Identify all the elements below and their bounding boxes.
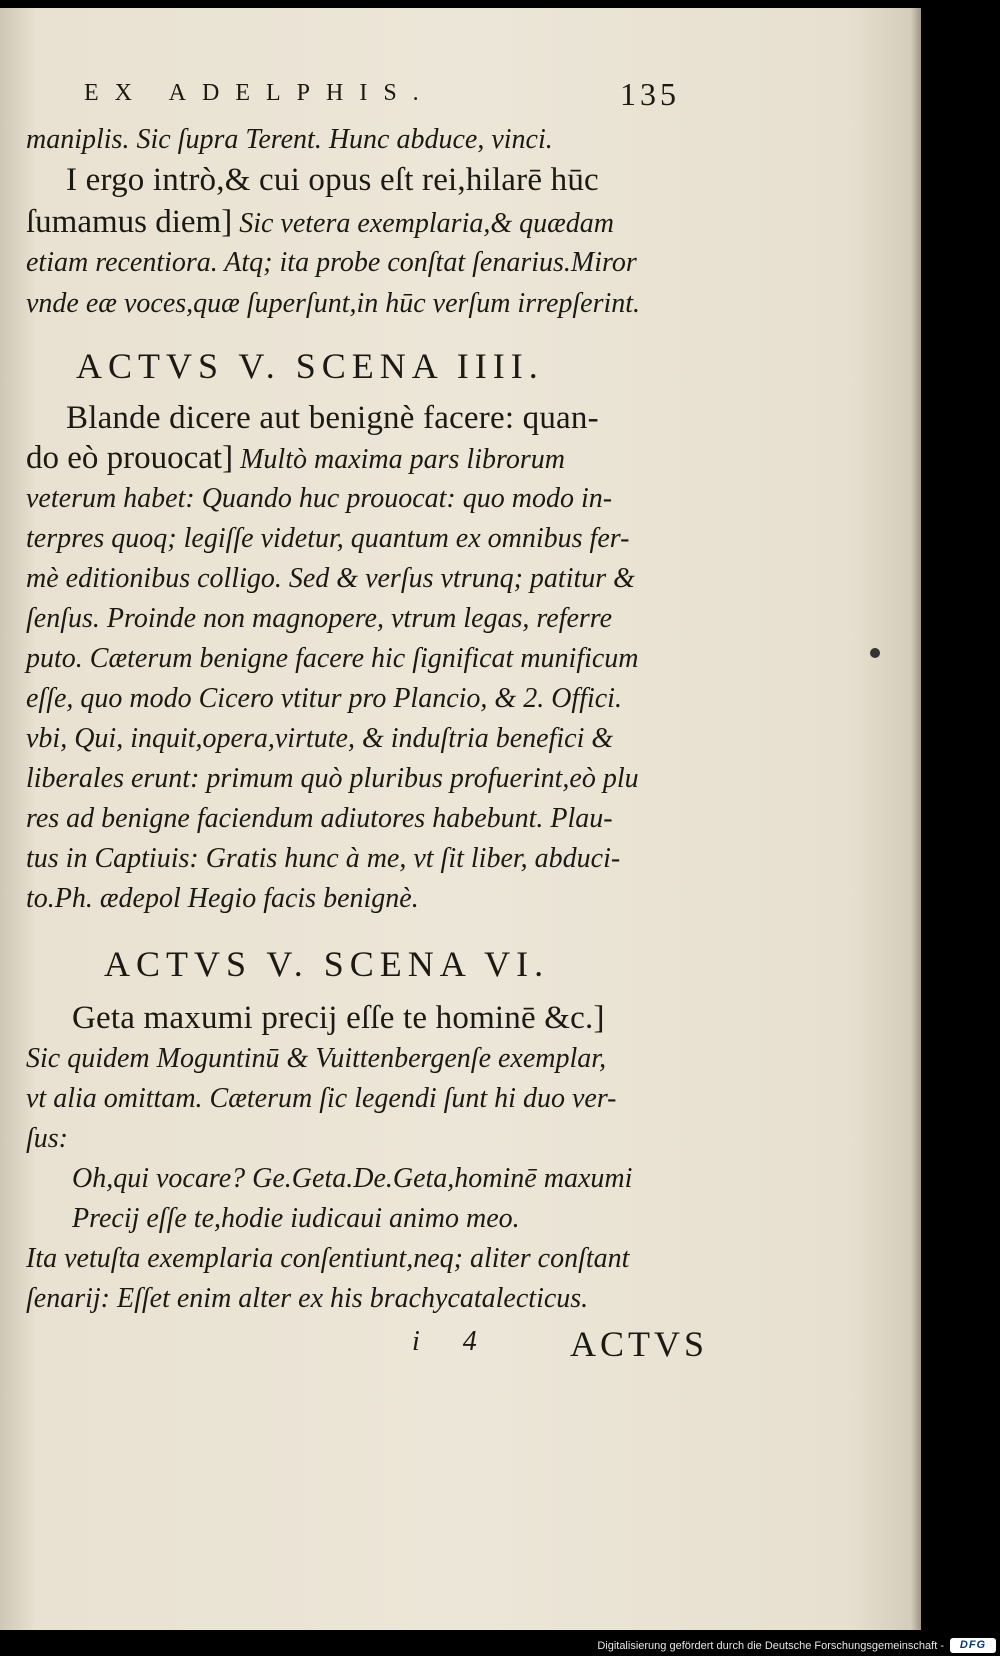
text-line: puto. Cæterum benigne facere hic ſignificat munificum	[26, 643, 639, 674]
text-line	[26, 206, 614, 239]
text-line: Ita vetuſta exemplaria conſentiunt,neq; aliter conſtant	[26, 1243, 630, 1274]
text-line: liberales erunt: primum quò pluribus profuerint,eò plu	[26, 763, 639, 794]
text-line: Oh,qui vocare? Ge.Geta.De.Geta,hominē maxumi	[72, 1163, 633, 1194]
funding-credit: Digitalisierung gefördert durch die Deutsche Forschungsgemeinschaft -	[597, 1640, 944, 1652]
text-line: Geta maxumi precij eſſe te hominē &c.]	[72, 1000, 605, 1036]
text-italic: Multò maxima pars librorum	[233, 444, 565, 475]
signature-mark: i 4	[412, 1326, 495, 1357]
text-italic: Sic vetera exemplaria,& quædam	[232, 208, 615, 239]
text-roman: do eò prouocat]	[26, 440, 234, 476]
text-line: ſus:	[26, 1123, 68, 1154]
text-line: vt alia omittam. Cæterum ſic legendi ſunt hi duo ver-	[26, 1083, 617, 1114]
text-line: terpres quoq; legiſſe videtur, quantum ex omnibus fer-	[26, 523, 630, 554]
text-line: Blande dicere aut benignè facere: quan-	[66, 400, 599, 436]
text-line: ſenarij: Eſſet enim alter ex his brachycatalecticus.	[26, 1283, 589, 1314]
text-line: Sic quidem Moguntinū & Vuittenbergenſe exemplar,	[26, 1043, 607, 1074]
catchword: ACTVS	[570, 1324, 709, 1364]
book-page	[0, 8, 921, 1630]
text-line: mè editionibus colligo. Sed & verſus vtrunq; patitur &	[26, 563, 635, 594]
text-line	[26, 442, 565, 475]
text-line: Precij eſſe te,hodie iudicaui animo meo.	[72, 1203, 520, 1234]
text-line: etiam recentiora. Atq; ita probe conſtat ſenarius.Miror	[26, 247, 637, 278]
digitization-footer	[0, 1634, 1000, 1656]
dfg-logo: DFG	[950, 1638, 996, 1653]
text-line: maniplis. Sic ſupra Terent. Hunc abduce, vinci.	[26, 124, 553, 155]
text-line: to.Ph. ædepol Hegio facis benignè.	[26, 883, 419, 914]
running-head-title: EX ADELPHIS.	[84, 80, 435, 106]
text-line: vbi, Qui, inquit,opera,virtute, & induſtria benefici &	[26, 723, 614, 754]
text-roman: ſumamus diem]	[26, 204, 233, 240]
page-number: 135	[620, 76, 680, 112]
section-heading: ACTVS V. SCENA VI.	[104, 944, 550, 984]
text-line: vnde eæ voces,quæ ſuperſunt,in hūc verſum irrepſerint.	[26, 288, 641, 319]
text-line: veterum habet: Quando huc prouocat: quo modo in-	[26, 483, 613, 514]
ink-blot	[870, 648, 880, 658]
text-line: tus in Captiuis: Gratis hunc à me, vt ſit liber, abduci-	[26, 843, 621, 874]
text-line: eſſe, quo modo Cicero vtitur pro Plancio, & 2. Offici.	[26, 683, 622, 714]
text-line: res ad benigne faciendum adiutores habebunt. Plau-	[26, 803, 613, 834]
text-line: I ergo intrò,& cui opus eſt rei,hilarē hūc	[66, 162, 599, 198]
section-heading: ACTVS V. SCENA IIII.	[76, 346, 544, 386]
text-line: ſenſus. Proinde non magnopere, vtrum legas, referre	[26, 603, 613, 634]
